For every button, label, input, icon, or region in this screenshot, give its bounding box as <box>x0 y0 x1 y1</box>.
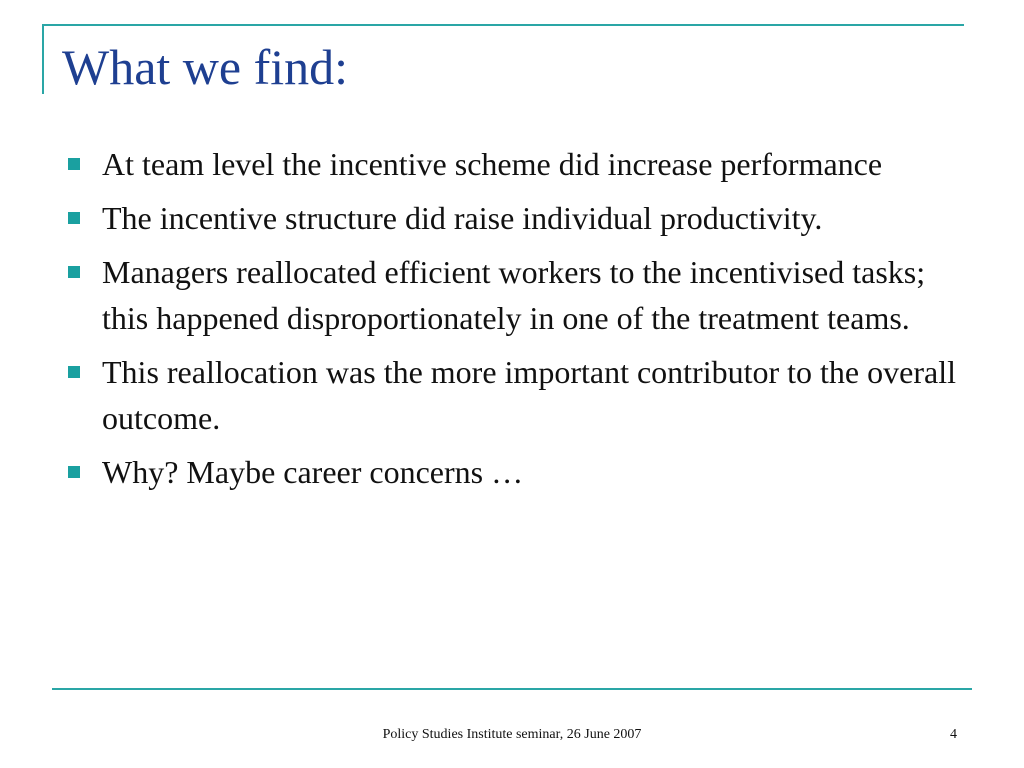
bullet-item <box>66 141 966 187</box>
square-bullet-icon <box>68 366 80 378</box>
bullet-item <box>66 349 966 441</box>
bullet-text: Managers reallocated efficient workers to the incentivised tasks; this happened disproportionately in one of the treatment teams. <box>102 254 926 336</box>
bullet-text: At team level the incentive scheme did increase performance <box>102 146 883 182</box>
slide-title: What we find: <box>62 39 349 95</box>
bullet-item <box>66 449 966 495</box>
square-bullet-icon <box>68 466 80 478</box>
bullet-item <box>66 249 966 341</box>
bullet-text: This reallocation was the more important contributor to the overall outcome. <box>102 354 956 436</box>
footer-divider <box>52 688 972 690</box>
square-bullet-icon <box>68 158 80 170</box>
page-number: 4 <box>950 727 957 742</box>
title-bracket-horizontal <box>42 24 964 26</box>
square-bullet-icon <box>68 266 80 278</box>
bullet-text: The incentive structure did raise individual productivity. <box>102 200 823 236</box>
square-bullet-icon <box>68 212 80 224</box>
bullet-item <box>66 195 966 241</box>
footer-caption: Policy Studies Institute seminar, 26 June 2007 <box>382 727 642 742</box>
bullet-text: Why? Maybe career concerns … <box>102 454 524 490</box>
bullet-list <box>66 141 966 503</box>
title-bracket-vertical <box>42 24 44 94</box>
